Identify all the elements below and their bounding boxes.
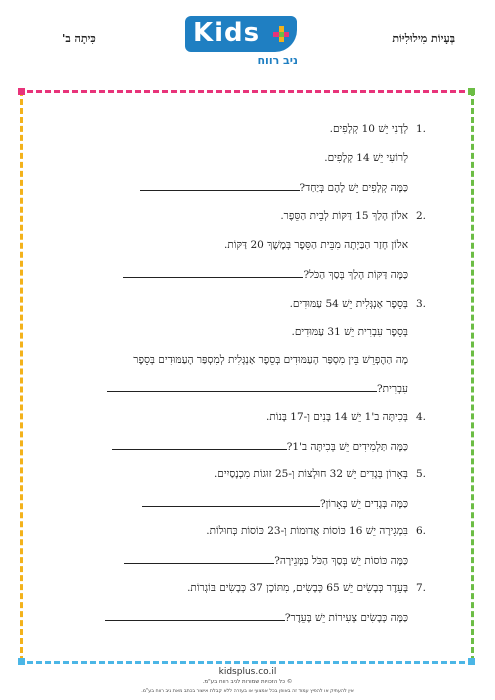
problem-5-line-1: 5. בְּאָרוֹן בְּגָדִים יֵשׁ 32 חוּלְצוֹת וְ-25 זוּגוֹת מִכְנָסַיִים. (213, 468, 426, 480)
problem-3-line-2: בְּסֵפֶר עִבְרִית יֵשׁ 31 עַמּוּדִים. (291, 326, 408, 338)
answer-line[interactable] (123, 268, 303, 278)
problem-1-line-2: לְרוֹעִי יֵשׁ 14 קְלָפִים. (324, 152, 408, 164)
worksheet-title: בְּעָיוֹת מִילוּלִיּוֹת (392, 32, 455, 45)
border-top (18, 90, 474, 93)
problem-6-question: כַּמָּה כּוֹסוֹת יֵשׁ בְּסַךְ הַכֹּל בַּמְּגֵירָה? (124, 554, 408, 567)
problem-6-line-1: 6. בִּמְגֵירָה יֵשׁ 16 כּוֹסוֹת אֲדוּמוֹת וְ-23 כּוֹסוֹת כְּחוּלוֹת. (206, 525, 426, 537)
corner-bottom-left (18, 658, 25, 665)
problem-4-question: כַּמָּה תַּלְמִידִים יֵשׁ בְּכִיתָּה ב'1? (112, 440, 408, 453)
kids-plus-logo (185, 16, 297, 52)
corner-top-right (468, 88, 475, 95)
grade-label: כִּיתָה ב' (62, 32, 96, 45)
problem-3-line-3: מָה הַהֶפְרֵשׁ בֵּין מִסְפַּר הָעַמּוּדִים בְּסֵפֶר אַנְגְּלִית לְמִסְפַּר הָעַמּוּדִים בְּסֵפֶר (133, 354, 408, 366)
problem-4-line-1: 4. בְּכִיתָּה ב'1 יֵשׁ 14 בָּנִים וְ-17 בָּנוֹת. (266, 411, 426, 423)
answer-line[interactable] (124, 554, 274, 564)
footer-legal-notice: אין להעתיק או להפיץ עמוד זה באופן בכל אמצעי או בעזרה ללא קבלת אישור בכתב מאת ניב רווח בע"מ. (141, 689, 354, 694)
answer-line[interactable] (140, 181, 300, 191)
problem-3-question: עִבְרִית? (107, 382, 408, 395)
problem-1-line-1: 1. לְדָנִי יֵשׁ 10 קְלָפִים. (329, 123, 426, 135)
corner-top-left (18, 88, 25, 95)
answer-line[interactable] (107, 382, 377, 392)
border-right (471, 90, 474, 662)
problem-7-line-1: 7. בָּעֵדֶר כְּבָשִׂים יֵשׁ 65 כְּבָשִׂים, מִתּוֹכָן 37 כְּבָשִׂים בּוֹגְרוֹת. (187, 582, 426, 594)
problem-number: 1. (415, 123, 426, 135)
logo-subtitle: ניב רווח (257, 54, 298, 67)
problem-2-question: כַּמָּה דַּקּוֹת הָלַךְ בְּסַךְ הַכֹּל? (123, 268, 408, 281)
problem-7-question: כַּמָּה כְּבָשִׂים צְעִירוֹת יֵשׁ בָּעֵדֶר? (105, 611, 408, 624)
footer-site-link[interactable]: kidsplus.co.il (218, 667, 277, 677)
problem-5-question: כַּמָּה בְּגָדִים יֵשׁ בָּאָרוֹן? (142, 497, 408, 510)
answer-line[interactable] (142, 497, 320, 507)
answer-line[interactable] (105, 611, 285, 621)
border-bottom (18, 661, 474, 664)
problem-2-line-1: 2. אלוֹן הָלַךְ 15 דַּקּוֹת לְבֵית הַסֵּפֶר. (280, 210, 426, 222)
corner-bottom-right (468, 658, 475, 665)
plus-icon (273, 26, 289, 42)
border-left (20, 90, 23, 662)
problem-1-question: כַּמָּה קְלָפִים יֵשׁ לָהֶם בְּיַחַד? (140, 181, 408, 194)
footer-copyright: © כל הזכויות שמורות לניב רווח בע"מ. (202, 679, 293, 685)
logo-text: Kids (193, 18, 261, 48)
problem-3-line-1: 3. בְּסֵפֶר אַנְגְּלִית יֵשׁ 54 עַמּוּדִים. (289, 298, 426, 310)
problem-2-line-2: אלוֹן חָזַר הַבַּיְתָה מִבֵּית הַסֵּפֶר בְּמֶשֶׁךְ 20 דַּקּוֹת. (224, 239, 408, 251)
answer-line[interactable] (112, 440, 287, 450)
